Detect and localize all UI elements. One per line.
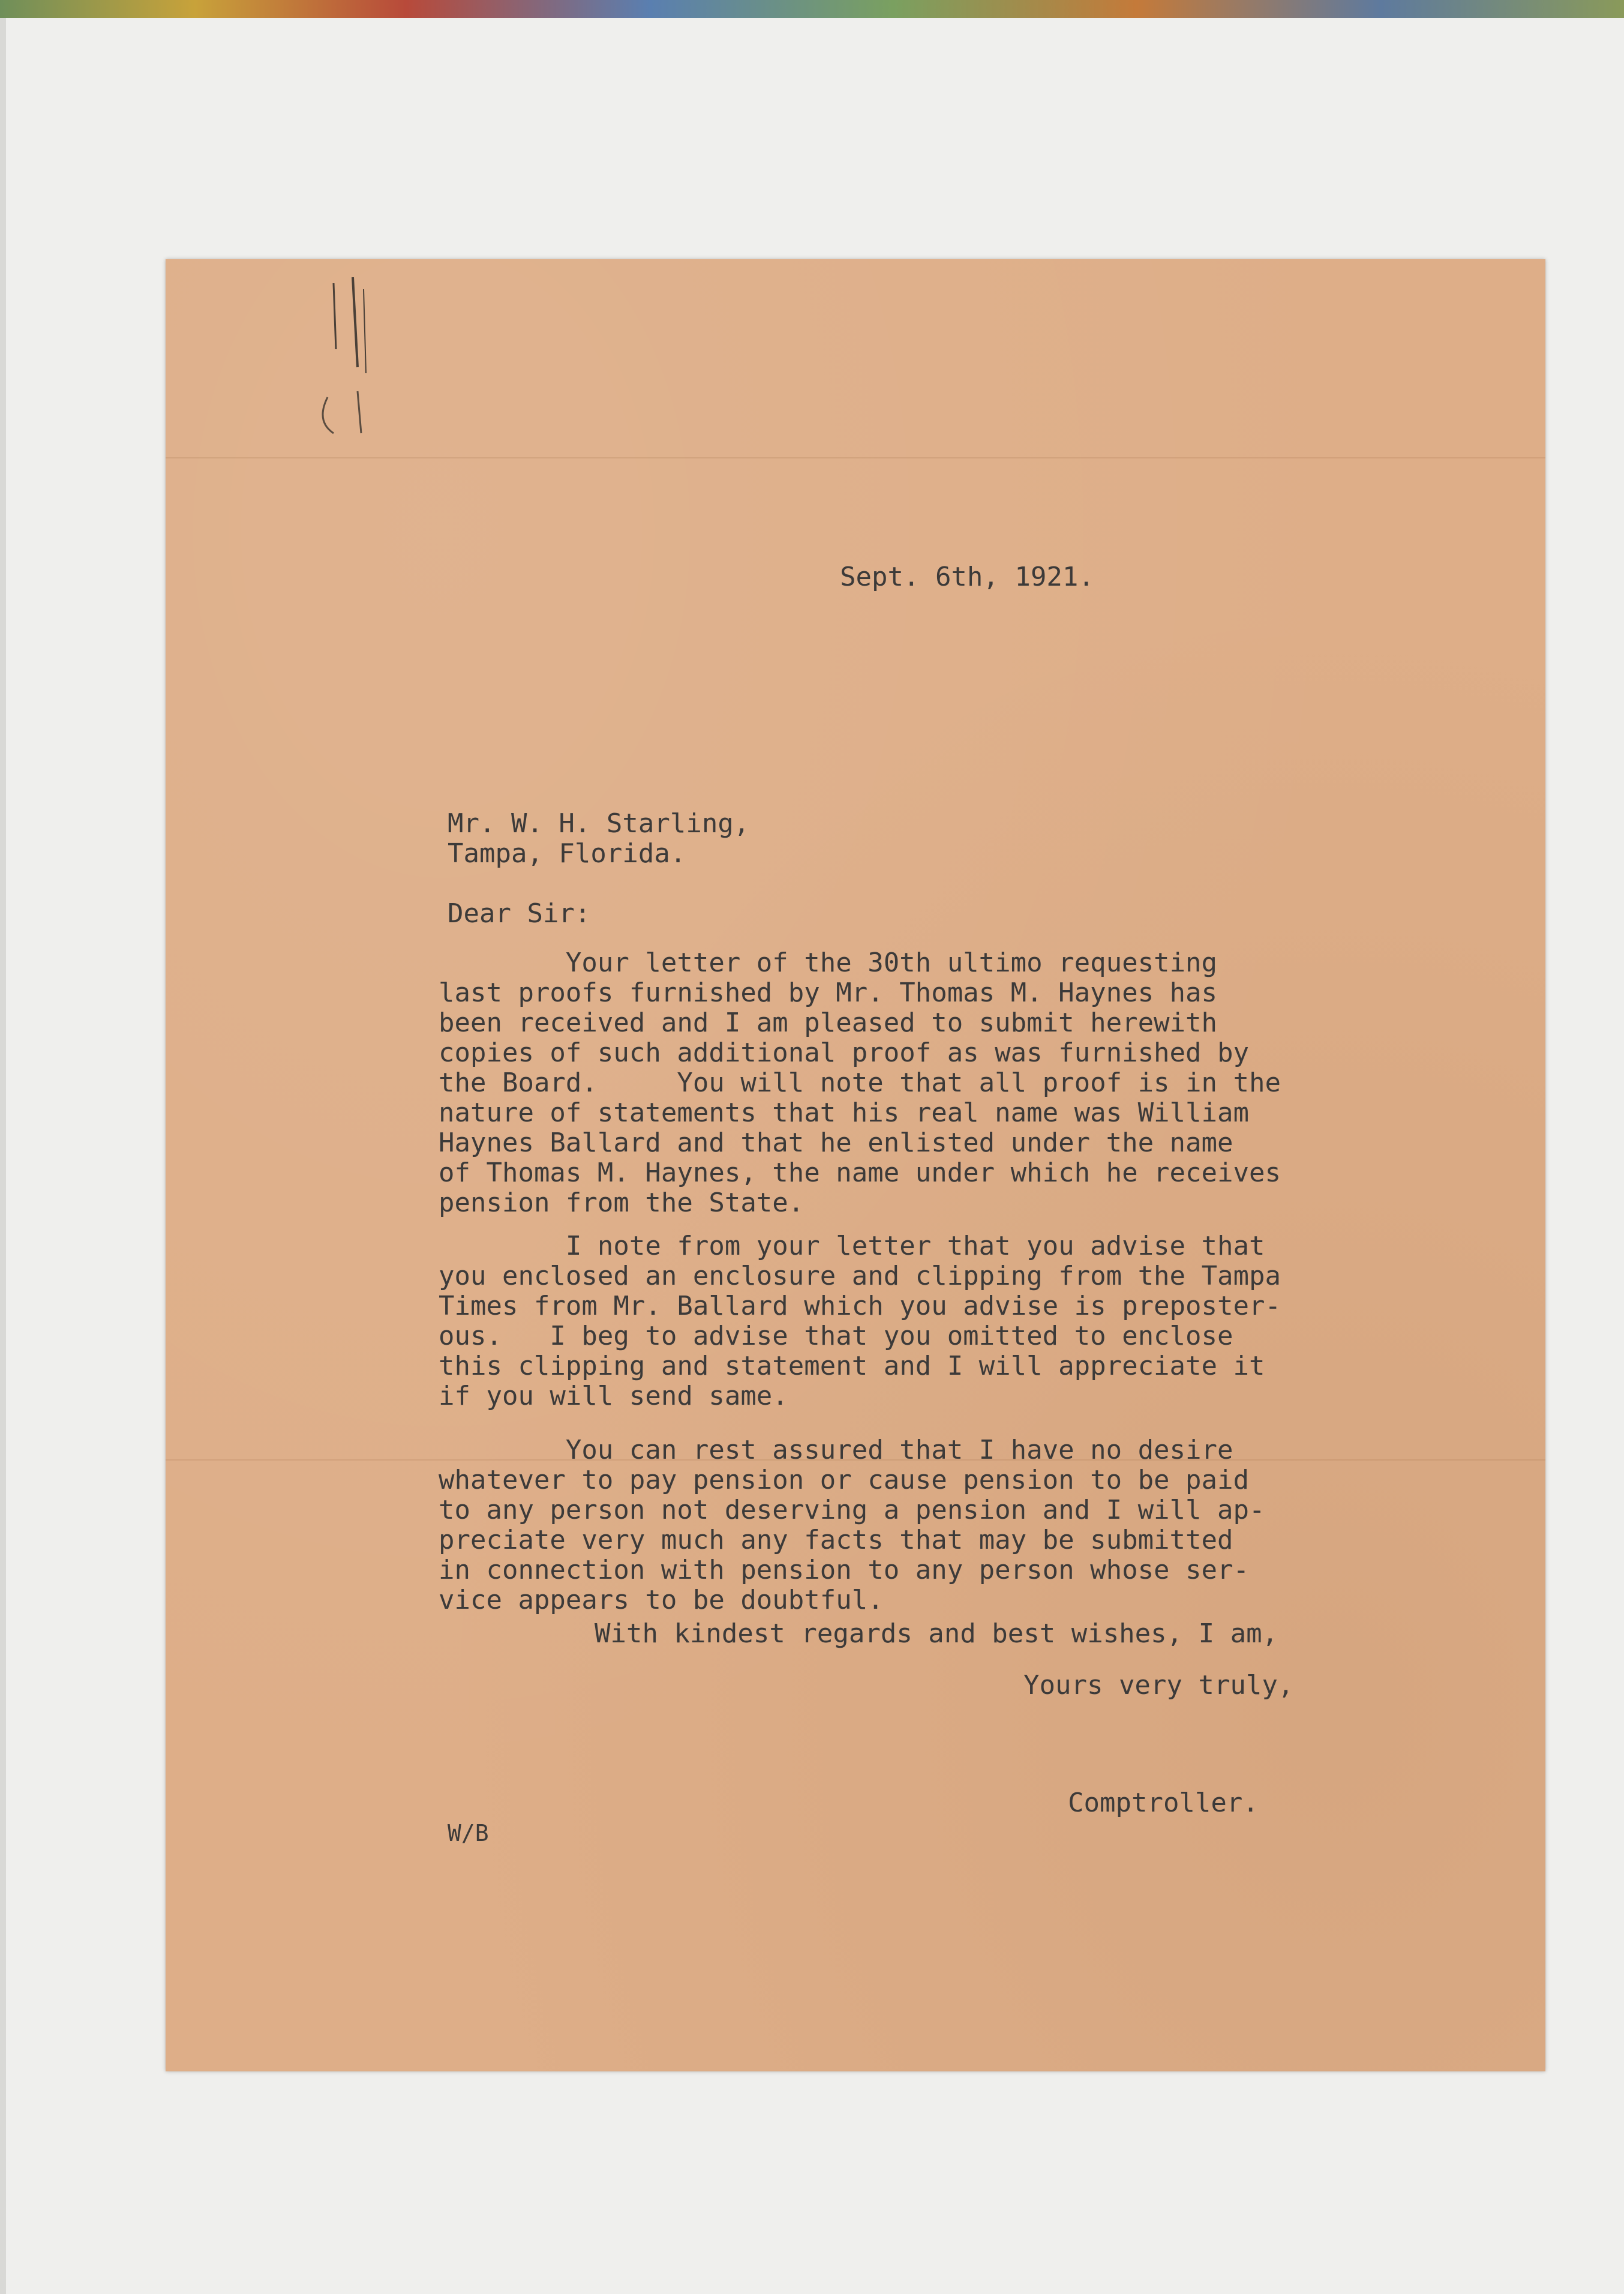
paragraph-line: ous. I beg to advise that you omitted to enclose (439, 1321, 1233, 1351)
paragraph-line: last proofs furnished by Mr. Thomas M. Haynes has (439, 977, 1218, 1008)
scan-margin (0, 18, 6, 2294)
paragraph-3 (439, 1435, 1554, 1615)
paragraph-line: if you will send same. (439, 1381, 788, 1411)
letter-paper (166, 259, 1545, 2071)
paragraph-line: to any person not deserving a pension and I will ap- (439, 1495, 1265, 1525)
paragraph-line: of Thomas M. Haynes, the name under which he receives (439, 1158, 1281, 1188)
paragraph-line: I note from your letter that you advise that (439, 1231, 1265, 1261)
paragraph-line: Haynes Ballard and that he enlisted under the name (439, 1127, 1233, 1158)
signature-title: Comptroller. (1068, 1788, 1259, 1818)
paragraph-line: been received and I am pleased to submit herewith (439, 1007, 1218, 1038)
salutation: Dear Sir: (448, 898, 591, 929)
recipient-city: Tampa, Florida. (448, 838, 686, 869)
paragraph-line: Times from Mr. Ballard which you advise is preposter- (439, 1291, 1281, 1321)
paragraph-line: copies of such additional proof as was furnished by (439, 1037, 1250, 1068)
paragraph-1 (439, 948, 1554, 1218)
paragraph-line: You can rest assured that I have no desire (439, 1435, 1233, 1465)
pencil-mark-icon (316, 277, 448, 481)
paragraph-2 (439, 1231, 1554, 1411)
typist-initials: W/B (448, 1820, 489, 1846)
signoff: Yours very truly, (1023, 1670, 1294, 1701)
letter-date: Sept. 6th, 1921. (840, 562, 1094, 592)
paragraph-line: the Board. You will note that all proof is in the (439, 1067, 1281, 1098)
paragraph-line: nature of statements that his real name was William (439, 1097, 1250, 1128)
paragraph-line: in connection with pension to any person whose ser- (439, 1555, 1250, 1585)
closing-line: With kindest regards and best wishes, I am, (595, 1618, 1278, 1649)
paragraph-line: Your letter of the 30th ultimo requesting (439, 947, 1218, 978)
paragraph-line: preciate very much any facts that may be submitted (439, 1525, 1233, 1555)
paragraph-line: pension from the State. (439, 1188, 805, 1218)
paragraph-line: whatever to pay pension or cause pension to be paid (439, 1465, 1250, 1495)
paragraph-line: you enclosed an enclosure and clipping from the Tampa (439, 1261, 1281, 1291)
scanner-color-strip (0, 0, 1624, 18)
paragraph-line: this clipping and statement and I will appreciate it (439, 1351, 1265, 1381)
paragraph-line: vice appears to be doubtful. (439, 1585, 884, 1615)
recipient-name: Mr. W. H. Starling, (448, 808, 750, 839)
